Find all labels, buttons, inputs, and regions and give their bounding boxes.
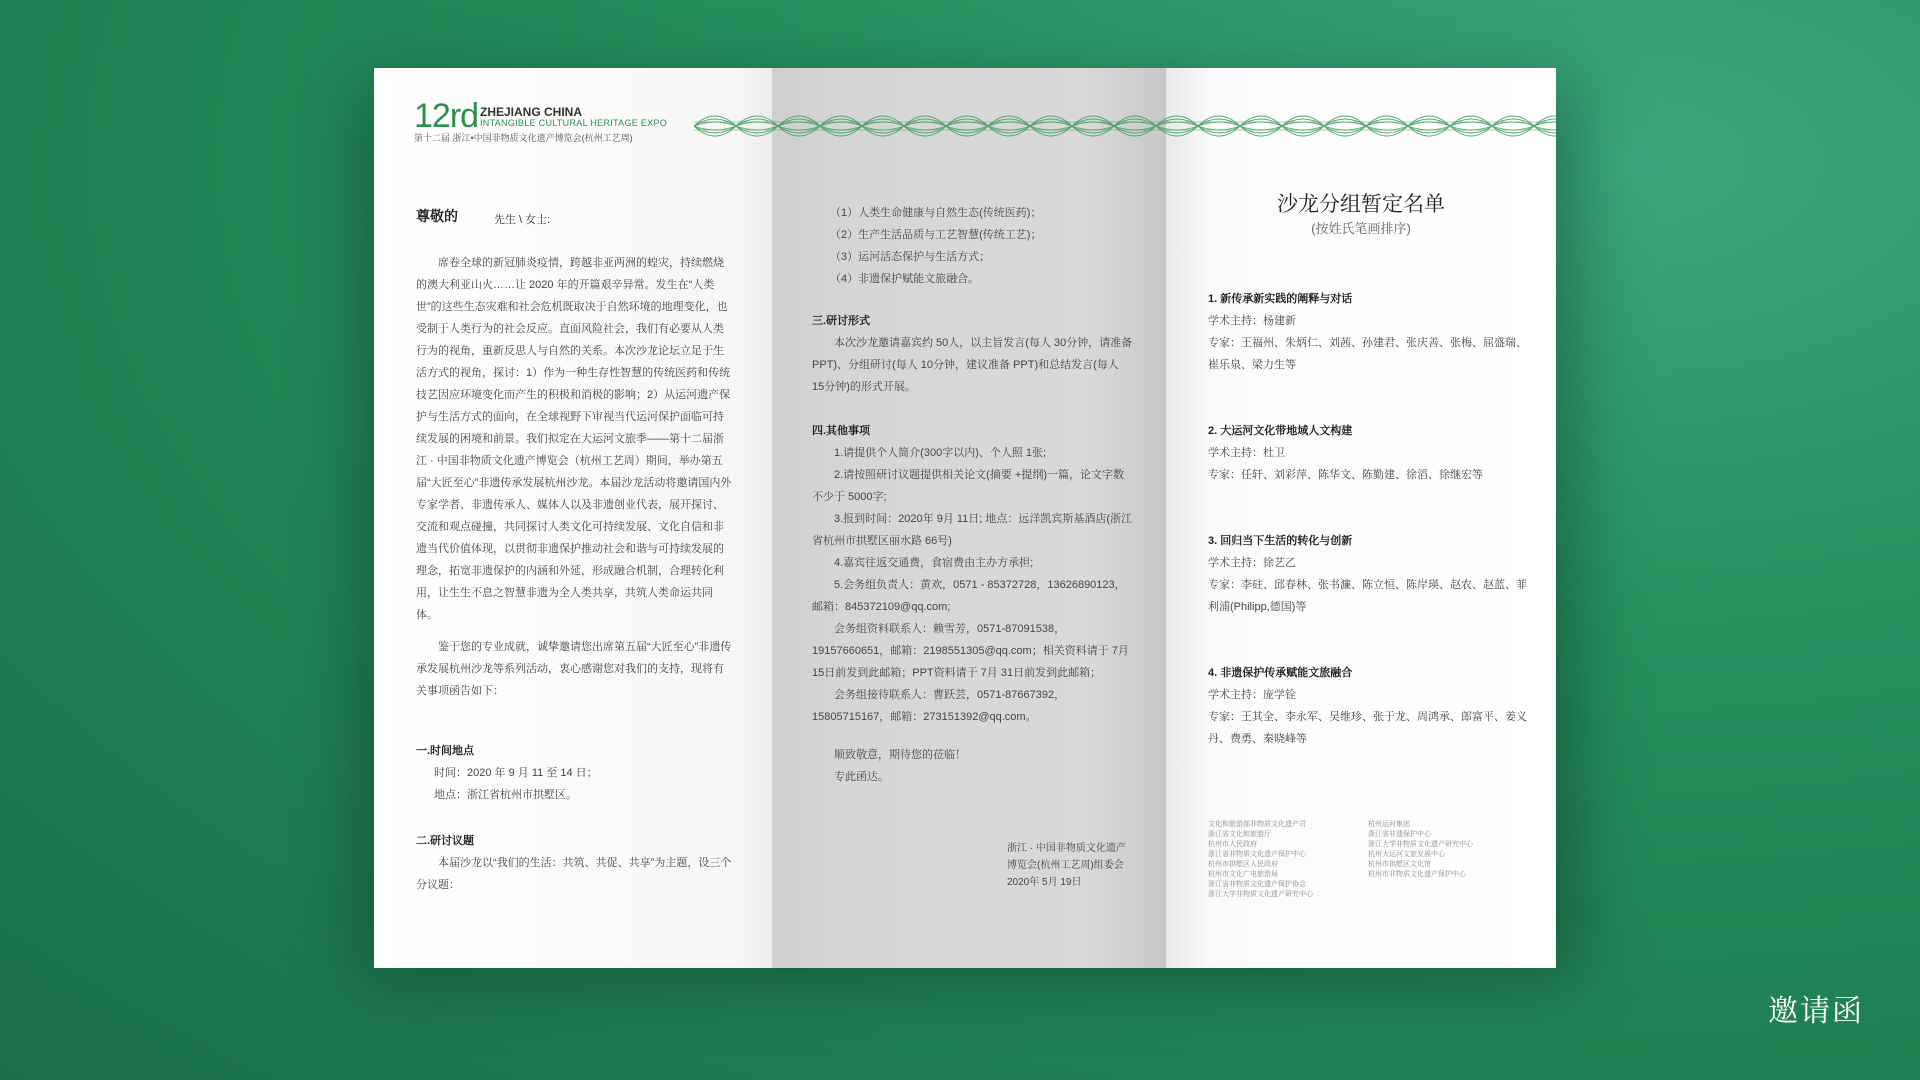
logo-number: 12rd <box>414 97 479 135</box>
section-other <box>812 420 1134 728</box>
other-item: 2.请按照研讨议题提供相关论文(摘要 +提纲)一篇，论文字数不少于 5000字; <box>812 469 1124 503</box>
signoff <box>1007 840 1147 891</box>
invitation-label: 邀请函 <box>1768 994 1864 1029</box>
organizer-line: 浙江省非物质文化遗产保护中心 <box>1208 851 1306 858</box>
trifold-brochure <box>374 68 1556 968</box>
organizer-line: 浙江省非遗保护中心 <box>1368 831 1431 838</box>
greeting-suffix: 先生 \ 女士: <box>494 214 551 226</box>
section-title: 一.时间地点 <box>416 745 475 757</box>
section-topics <box>416 830 734 896</box>
group-host: 学术主持：徐艺乙 <box>1208 557 1296 569</box>
group-1 <box>1208 288 1528 376</box>
group-title: 3. 回归当下生活的转化与创新 <box>1208 535 1353 547</box>
other-item: 3.报到时间：2020年 9月 11日; 地点：远洋凯宾斯基酒店(浙江省杭州市拱墅区丽水路 66号) <box>812 513 1133 547</box>
group-4 <box>1208 662 1528 750</box>
other-item: 4.嘉宾往返交通费，食宿费由主办方承担; <box>834 557 1034 569</box>
topics-intro: 本届沙龙以“我们的生活：共筑、共促、共享”为主题，设三个分议题： <box>416 857 732 891</box>
organizer-line: 浙江省非物质文化遗产保护协会 <box>1208 881 1306 888</box>
organizer-line: 浙江省文化和旅游厅 <box>1208 831 1271 838</box>
middle-panel <box>772 68 1166 968</box>
section-title: 三.研讨形式 <box>812 315 871 327</box>
group-experts: 专家：李砫、邱春林、张书濂、陈立恒、陈岸瑛、赵农、赵蓝、菲利浦(Philipp,德国)等 <box>1208 579 1527 613</box>
group-list-title: 沙龙分组暂定名单 <box>1277 193 1445 216</box>
closing-line: 专此函达。 <box>834 771 889 783</box>
group-experts: 专家：任轩、刘彩萍、陈华文、陈勤建、徐滔、徐继宏等 <box>1208 469 1483 481</box>
organizer-line: 杭州市文化广电旅游局 <box>1208 871 1278 878</box>
group-title: 2. 大运河文化带地域人文构建 <box>1208 425 1353 437</box>
topic-item: （2）生产生活品质与工艺智慧(传统工艺)； <box>830 229 1042 241</box>
group-title: 4. 非遗保护传承赋能文旅融合 <box>1208 667 1353 679</box>
organizer-line: 文化和旅游部非物质文化遗产司 <box>1208 821 1306 828</box>
group-host: 学术主持：杜卫 <box>1208 447 1285 459</box>
invite-paragraph: 鉴于您的专业成就，诚挚邀请您出席第五届“大匠至心”非遗传承发展杭州沙龙等系列活动，衷心感谢您对我们的支持，现将有关事项函告如下： <box>416 641 732 697</box>
greeting: 尊敬的 <box>416 208 458 224</box>
organizer-line: 杭州市非物质文化遗产保护中心 <box>1368 871 1466 878</box>
organizer-line: 杭州市人民政府 <box>1208 841 1257 848</box>
logo-title: ZHEJIANG CHINA <box>480 105 583 119</box>
logo-chinese-title: 第十二届 浙江•中国非物质文化遗产博览会(杭州工艺周) <box>414 133 633 143</box>
section-title: 四.其他事项 <box>812 425 871 437</box>
other-item: 5.会务组负责人：黄欢，0571 - 85372728，13626890123，邮箱：845372109@qq.com; <box>812 579 1126 613</box>
group-title: 1. 新传承新实践的阐释与对话 <box>1208 293 1353 305</box>
organizer-line: 杭州市拱墅区文化馆 <box>1368 861 1431 868</box>
organizer-line: 浙江大学非物质文化遗产研究中心 <box>1368 841 1473 848</box>
group-3 <box>1208 530 1528 618</box>
group-host: 学术主持：庞学铨 <box>1208 689 1296 701</box>
group-experts: 专家：王其全、李永军、吴维珍、张于龙、周鸿承、郎富平、姜义丹、费勇、秦晓峰等 <box>1208 711 1527 745</box>
logo-subtitle: INTANGIBLE CULTURAL HERITAGE EXPO <box>480 118 668 128</box>
topic-item: （4）非遗保护赋能文旅融合。 <box>830 273 980 285</box>
place-line: 地点：浙江省杭州市拱墅区。 <box>434 789 577 801</box>
group-2 <box>1208 420 1528 486</box>
co-organizer-list <box>1368 820 1528 880</box>
organizer-line: 杭州市拱墅区人民政府 <box>1208 861 1278 868</box>
organizer-line: 浙江大学非物质文化遗产研究中心 <box>1208 891 1313 898</box>
signoff-line: 博览会(杭州工艺周)组委会 <box>1007 860 1124 871</box>
topic-item: （1）人类生命健康与自然生态(传统医药)； <box>830 207 1042 219</box>
group-list-subtitle: (按姓氏笔画排序) <box>1311 221 1411 236</box>
signoff-line: 浙江 · 中国非物质文化遗产 <box>1007 843 1126 854</box>
left-panel <box>374 68 772 968</box>
intro-body <box>416 252 734 702</box>
topic-item: （3）运河活态保护与生活方式； <box>830 251 991 263</box>
right-panel <box>1166 68 1556 968</box>
topic-list <box>812 202 1134 290</box>
section-format <box>812 310 1134 398</box>
closing <box>812 744 1134 788</box>
time-line: 时间：2020 年 9 月 11 至 14 日； <box>434 767 598 779</box>
organizer-line: 杭州运河集团 <box>1368 821 1410 828</box>
other-item: 会务组接待联系人：曹跃芸，0571-87667392，15805715167，邮箱：273151392@qq.com。 <box>812 689 1066 723</box>
other-item: 会务组资料联系人：赖雪芳，0571-87091538，19157660651，邮箱：2198551305@qq.com；相关资料请于 7月 15日前发到此邮箱；PPT资料请于 7月 31日前发到此邮箱； <box>812 623 1129 679</box>
signoff-date: 2020年 5月 19日 <box>1007 877 1082 888</box>
section-title: 二.研讨议题 <box>416 835 475 847</box>
closing-line: 顺致敬意，期待您的莅临！ <box>834 749 966 761</box>
section-time-place <box>416 740 734 806</box>
wave-ribbon-graphic <box>694 98 1556 154</box>
intro-paragraph: 席卷全球的新冠肺炎疫情，跨越非亚两洲的蝗灾，持续燃烧的澳大利亚山火……让 2020 年的开篇艰辛异常。发生在“人类世”的这些生态灾难和社会危机既取决于自然环境的地理变化，也受制于人类行为的社会反应。直面风险社会，我们有必要从人类行为的视角，重新反思人与自然的关系。本次沙龙论坛立足于生活方式的视角，探讨：1）作为一种生存性智慧的传统医药和传统技艺因应环境变化而产生的积极和消极的影响；2）从运河遗产保护与生活方式的面向，在全球视野下审视当代运河保护面临可持续发展的困境和前景。我们拟定在大运河文旅季——第十二届浙江 · 中国非物质文化遗产博览会（杭州工艺周）期间，举办第五届“大匠至心”非遗传承发展杭州沙龙。本届沙龙活动将邀请国内外专家学者、非遗传承人、媒体人以及非遗创业代表，展开探讨、交流和观点碰撞，共同探讨人类文化可持续发展、文化自信和非遗当代价值体现，以贯彻非遗保护推动社会和谐与可持续发展的理念，拓宽非遗保护的内涵和外延，形成融合机制，合理转化利用，让生生不息之智慧非遗为全人类共享，共筑人类命运共同体。 <box>416 257 732 621</box>
group-host: 学术主持：杨建新 <box>1208 315 1296 327</box>
organizer-list <box>1208 820 1358 900</box>
group-experts: 专家：王福州、朱炳仁、刘茜、孙建君、张庆善、张梅、屈盛瑞、崔乐泉、梁力生等 <box>1208 337 1527 371</box>
organizer-line: 杭州大运河文旅发展中心 <box>1368 851 1445 858</box>
format-text: 本次沙龙邀请嘉宾约 50人，以主旨发言(每人 30分钟，请准备 PPT)、分组研讨(每人 10分钟，建议准备 PPT)和总结发言(每人 15分钟)的形式开展。 <box>812 337 1133 393</box>
other-item: 1.请提供个人简介(300字以内)、个人照 1张; <box>834 447 1047 459</box>
